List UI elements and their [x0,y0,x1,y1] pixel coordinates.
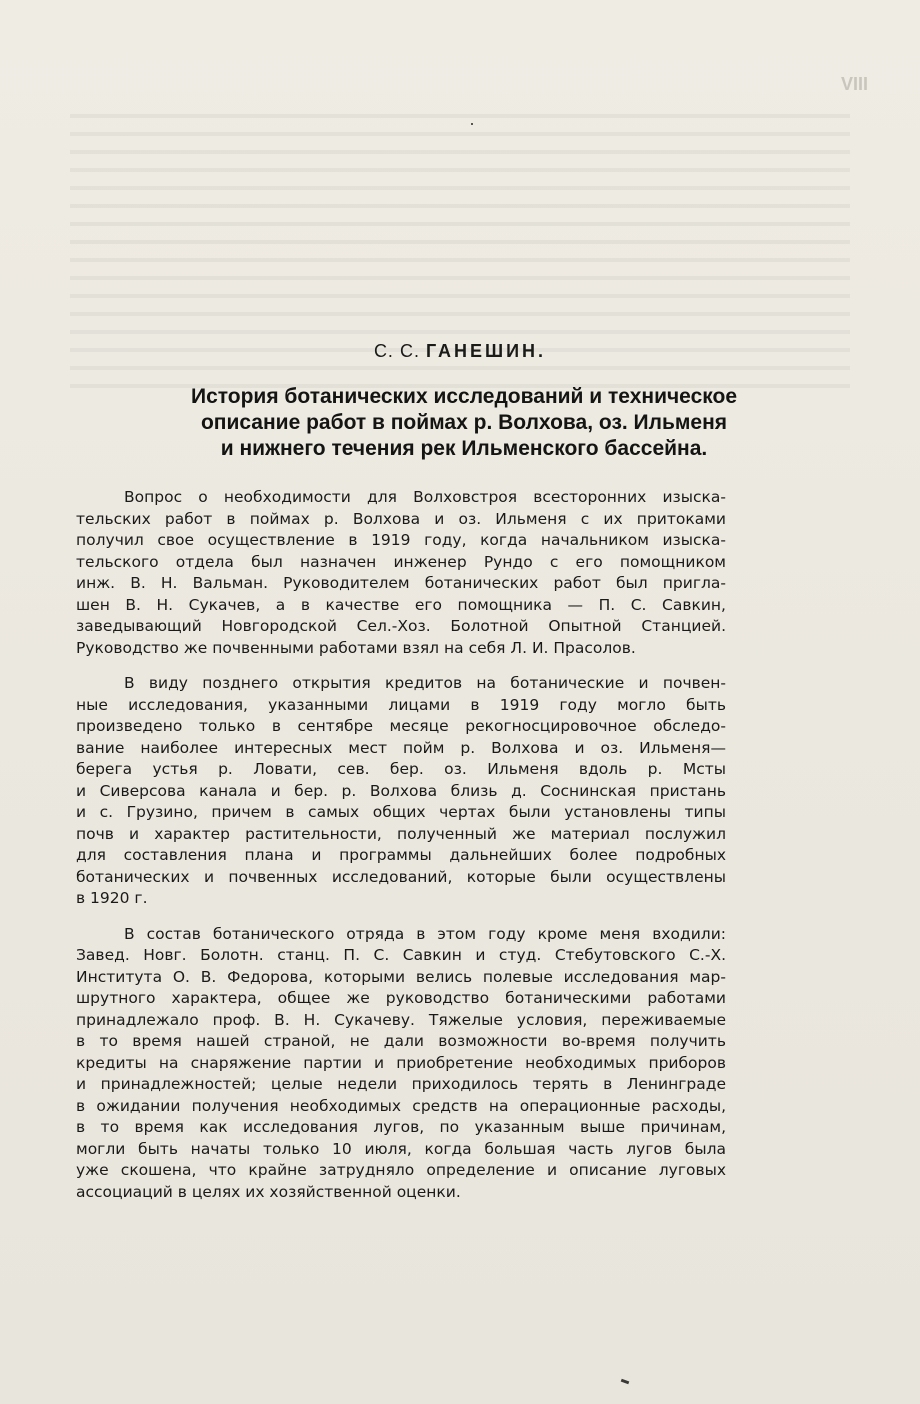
text-line: шен В. Н. Сукачев, а в качестве его помощника — П. С. Савкин, [76,595,726,614]
article-body [76,487,726,1217]
paragraph [76,673,726,910]
text-line: Завед. Новг. Болотн. станц. П. С. Савкин и студ. Стебутовского С.-Х. [76,946,726,964]
text-line: получил свое осуществление в 1919 году, когда начальником изыска- [76,531,726,549]
text-line: ботанических и почвенных исследований, которые были осуществлены [76,867,726,886]
text-line: тельского отдела был назначен инженер Рундо с его помощником [76,552,726,571]
text-line: В виду позднего открытия кредитов на ботанические и почвен- [124,674,726,692]
speck [471,123,473,125]
text-line: ные исследования, указанными лицами в 1919 году могло быть [76,695,726,714]
text-line: в ожидании получения необходимых средств на операционные расходы, [76,1096,726,1115]
text-line: в то время нашей страной, не дали возможности во-время получить [76,1032,726,1050]
title-line: История ботанических исследований и техническое [190,385,737,408]
text-line: произведено только в сентябре месяце рекогносцировочное обследо- [76,717,726,735]
text-line: и с. Грузино, причем в самых общих чертах были установлены типы [76,803,726,821]
text-line: почв и характер растительности, полученный же материал послужил [76,824,726,843]
text-line: Вопрос о необходимости для Волховстроя всесторонних изыска- [124,488,726,506]
page-number: VIII [840,74,868,94]
text-line: заведывающий Новгородской Сел.-Хоз. Болотной Опытной Станцией. [76,617,726,635]
title-line: описание работ в поймах р. Волхова, оз. Ильменя [200,411,728,434]
text-line: принадлежало проф. В. Н. Сукачеву. Тяжелые условия, переживаемые [76,1010,726,1029]
title-line: и нижнего течения рек Ильменского бассейна. [220,437,708,460]
author-initials: С. С. [373,341,426,361]
text-line: тельских работ в поймах р. Волхова и оз. Ильменя с их притоками [76,509,726,528]
text-line: уже скошена, что крайне затрудняло определение и описание луговых [76,1161,726,1179]
text-line: Руководство же почвенными работами взял на себя Л. И. Прасолов. [76,638,636,657]
text-line: и принадлежностей; целые недели приходилось терять в Ленинграде [76,1075,726,1093]
text-line: шрутного характера, общее же руководство ботаническими работами [76,989,726,1007]
text-line: кредиты на снаряжение партии и приобретение необходимых приборов [76,1053,726,1072]
page-mark [621,1379,630,1385]
text-line: вание наиболее интересных мест пойм р. Волхова и оз. Ильменя— [76,738,726,757]
text-line: В состав ботанического отряда в этом году кроме меня входили: [124,924,726,943]
paragraph [76,924,726,1204]
paragraph [76,487,726,659]
text-line: в 1920 г. [76,889,148,907]
text-line: ассоциаций в целях их хозяйственной оценки. [76,1182,461,1201]
text-line: в то время как исследования лугов, по указанным выше причинам, [76,1118,726,1136]
text-line: берега устья р. Ловати, сев. бер. оз. Ильменя вдоль р. Мсты [76,760,726,778]
author-surname: ГАНЕШИН. [425,341,547,361]
text-line: могли быть начаты только 10 июля, когда большая часть лугов была [76,1139,726,1158]
article-title [70,384,858,462]
text-line: Института О. В. Федорова, которыми велись полевые исследования мар- [76,967,726,986]
text-line: для составления плана и программы дальнейших более подробных [76,846,726,864]
text-line: и Сиверсова канала и бер. р. Волхова близь д. Соснинская пристань [76,781,726,800]
text-line: инж. В. Н. Вальман. Руководителем ботанических работ был пригла- [76,574,726,592]
author-name [0,341,920,362]
